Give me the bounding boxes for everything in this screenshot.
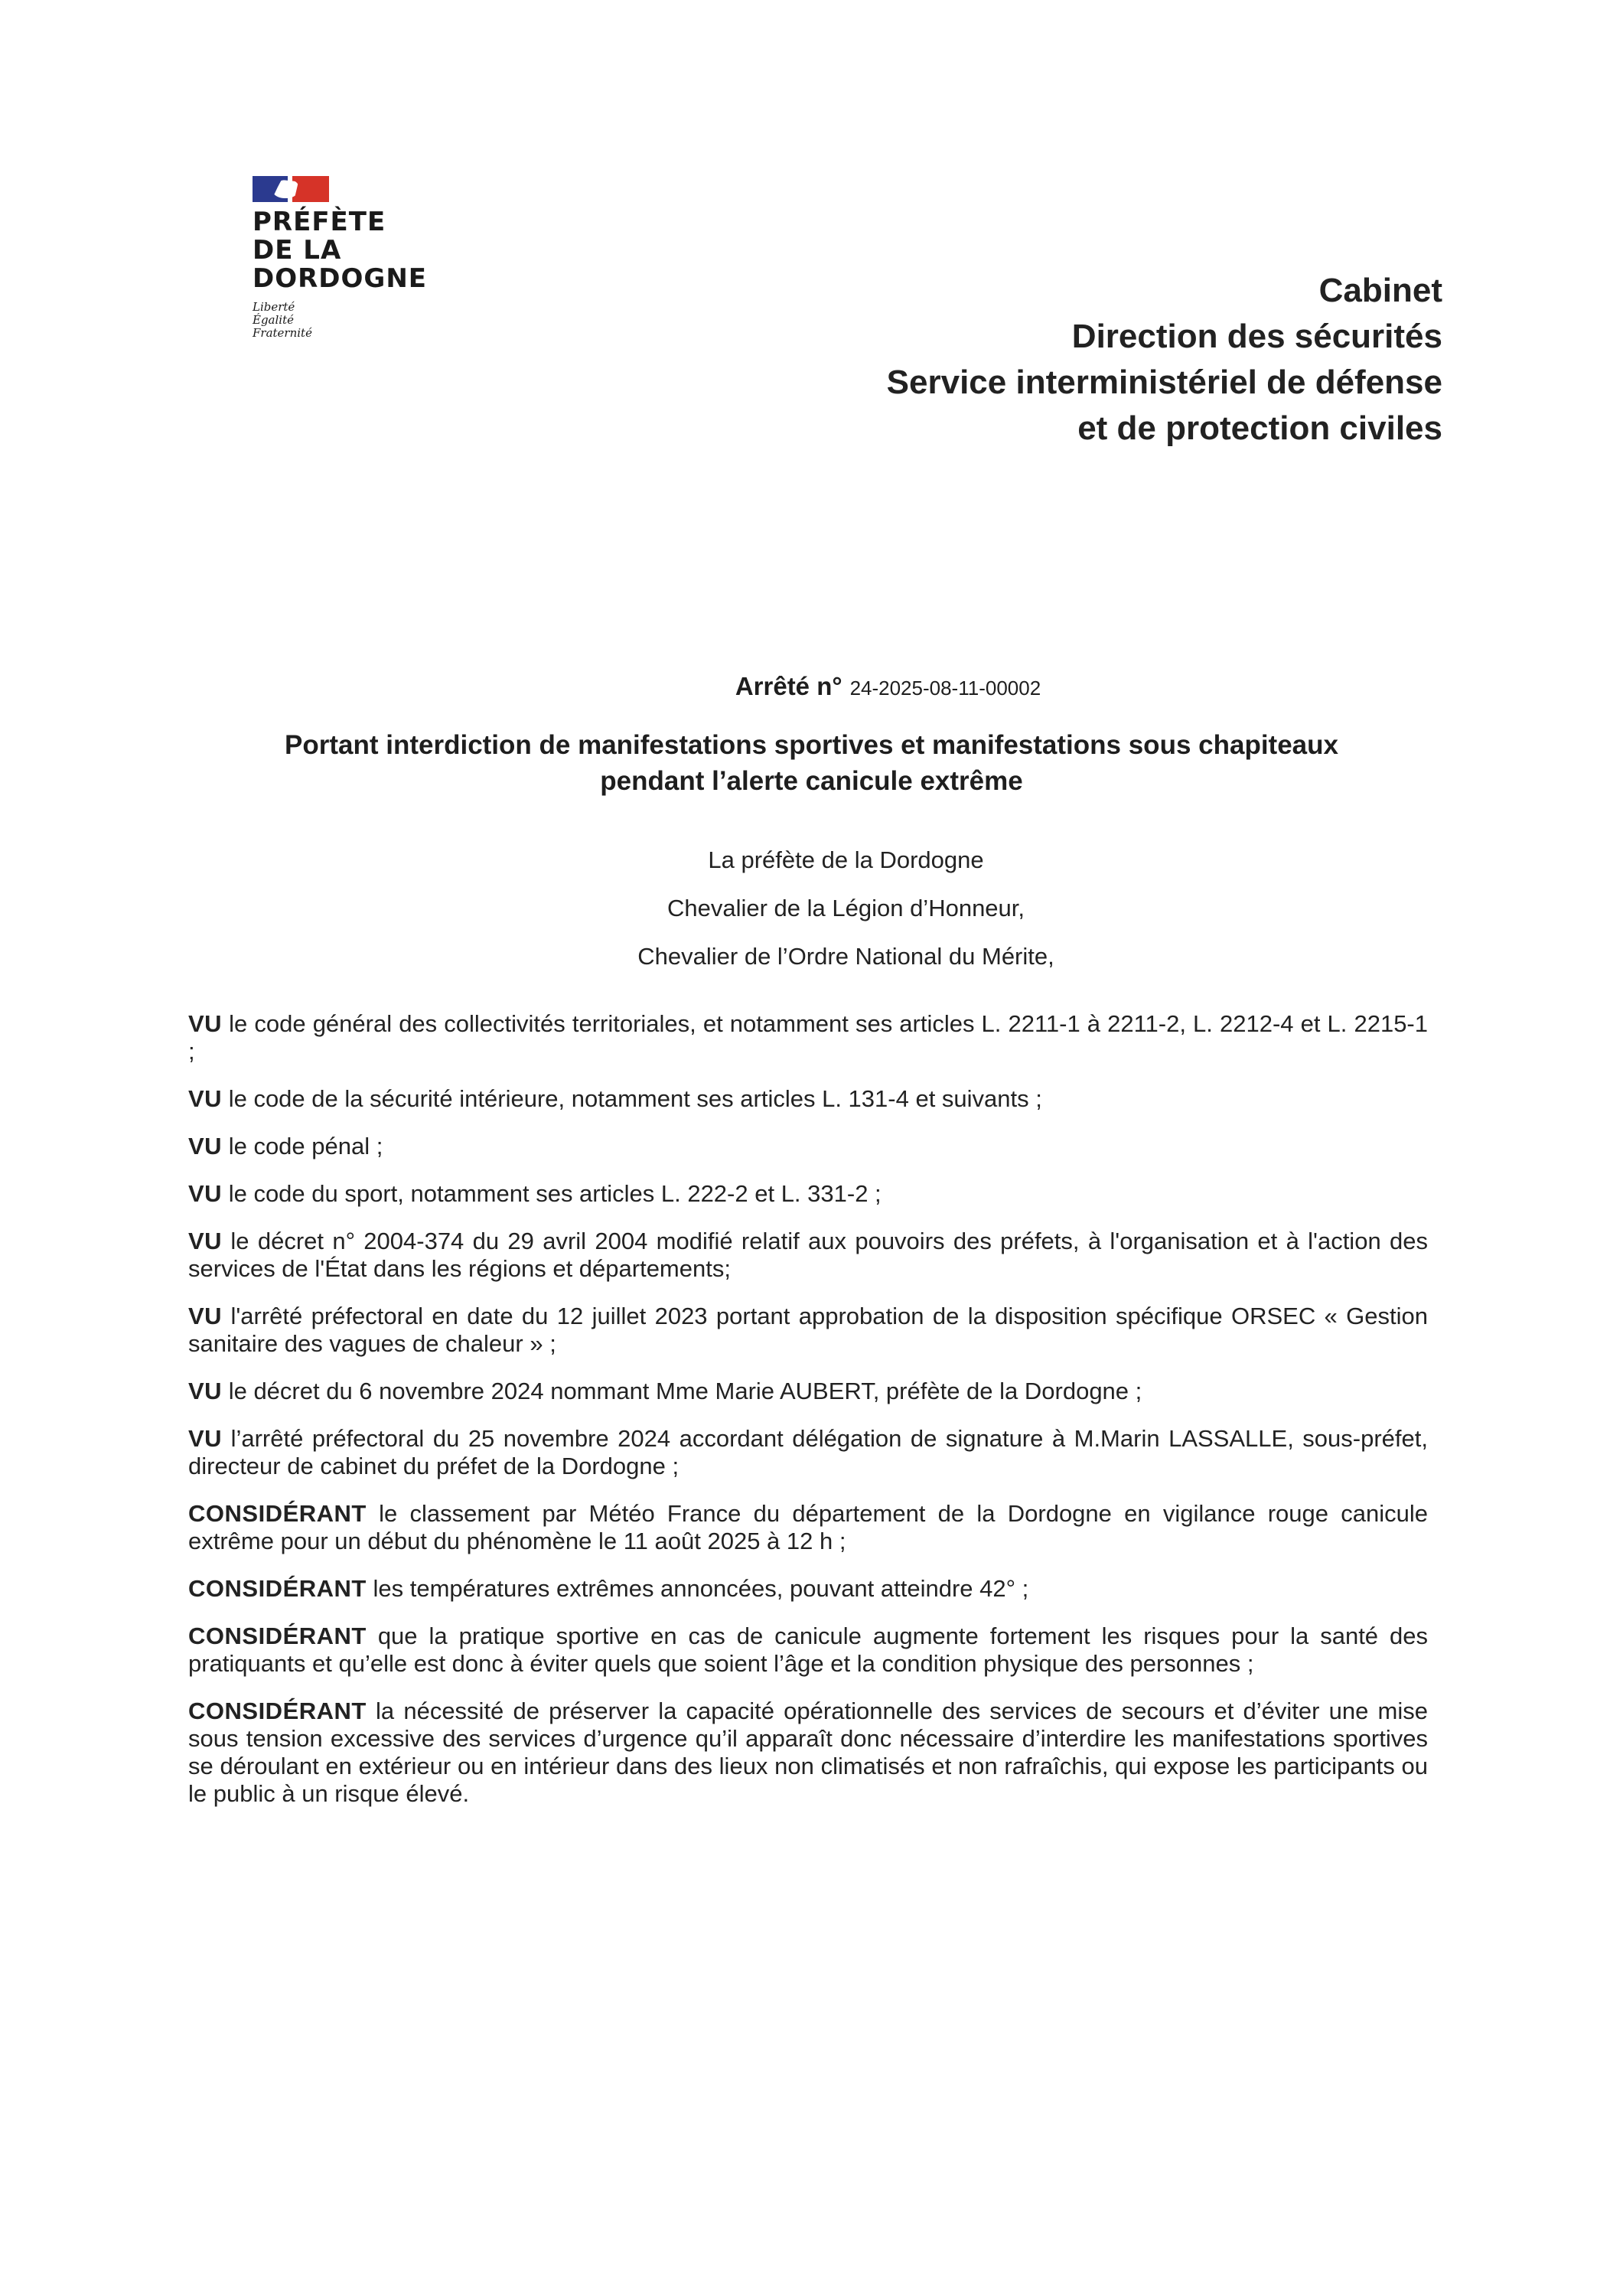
considerant-paragraph [188, 1623, 1428, 1678]
paragraph-keyword: VU [188, 1085, 223, 1112]
paragraph-keyword: VU [188, 1133, 223, 1159]
considerant-paragraph [188, 1698, 1428, 1808]
paragraph-keyword: VU [188, 1378, 223, 1404]
republic-motto [253, 301, 451, 340]
motto-fraternite: Fraternité [253, 326, 312, 340]
paragraph-text: les températures extrêmes annoncées, pouvant atteindre 42° ; [373, 1575, 1029, 1602]
paragraph-keyword: CONSIDÉRANT [188, 1623, 367, 1649]
paragraph-keyword: VU [188, 1010, 223, 1037]
paragraph-text: le décret du 6 novembre 2024 nommant Mme Marie AUBERT, préfète de la Dordogne ; [228, 1378, 1142, 1404]
arrete-subject [191, 727, 1432, 799]
paragraph-text: l’arrêté préfectoral du 25 novembre 2024 accordant délégation de signature à M.Marin LASSALLE, sous-préfet, directeur de cabinet du préfet de la Dordogne ; [188, 1425, 1428, 1479]
arrete-label: Arrêté n° [735, 672, 842, 700]
vu-paragraph [188, 1303, 1428, 1358]
motto-liberte: Liberté [253, 300, 295, 314]
paragraph-text: le code général des collectivités territoriales, et notamment ses articles L. 2211-1 à 2211-2, L. 2212-4 et L. 2215-1 ; [188, 1010, 1428, 1065]
paragraph-text: le code du sport, notamment ses articles L. 222-2 et L. 331-2 ; [228, 1180, 882, 1207]
paragraph-text: que la pratique sportive en cas de canicule augmente fortement les risques pour la santé des pratiquants et qu’elle est donc à éviter quels que soient l’âge et la condition physique des personnes ; [188, 1623, 1428, 1677]
service-header [887, 268, 1442, 452]
vu-paragraph [188, 1085, 1428, 1113]
marianne-flag-icon [253, 176, 329, 202]
vu-paragraph [188, 1425, 1428, 1480]
paragraph-keyword: VU [188, 1425, 223, 1452]
issuing-authority [0, 836, 1623, 980]
paragraph-keyword: VU [188, 1303, 223, 1329]
subject-line-1: Portant interdiction de manifestations sportives et manifestations sous chapiteaux [285, 730, 1338, 760]
vu-paragraph [188, 1378, 1428, 1405]
paragraph-keyword: CONSIDÉRANT [188, 1698, 367, 1724]
authority-line-3: Chevalier de l’Ordre National du Mérite, [637, 943, 1054, 970]
vu-paragraph [188, 1133, 1428, 1160]
paragraph-text: la nécessité de préserver la capacité opérationnelle des services de secours et d’éviter une mise sous tension excessive des services d’urgence qu’il apparaît donc nécessaire d’interdire les manifestations sportives se déroulant en extérieur ou en intérieur dans des lieux non climatisés et non rafraîchis, qui expose les participants ou le public à un risque élevé. [188, 1698, 1428, 1807]
prefecture-name: PRÉFÈTE DE LA DORDOGNE [253, 207, 428, 294]
authority-line-1: La préfète de la Dordogne [708, 846, 984, 873]
paragraph-text: le décret n° 2004-374 du 29 avril 2004 modifié relatif aux pouvoirs des préfets, à l'organisation et à l'action des services de l'État dans les régions et départements; [188, 1228, 1428, 1282]
legal-body [188, 1010, 1428, 1828]
paragraph-keyword: CONSIDÉRANT [188, 1500, 367, 1527]
paragraph-text: le code de la sécurité intérieure, notamment ses articles L. 131-4 et suivants ; [228, 1085, 1042, 1112]
vu-paragraph [188, 1228, 1428, 1283]
paragraph-keyword: VU [188, 1180, 223, 1207]
service-line-direction: Direction des sécurités [1071, 318, 1442, 355]
vu-paragraph [188, 1010, 1428, 1065]
motto-egalite: Égalité [253, 313, 294, 327]
considerant-paragraph [188, 1575, 1428, 1603]
authority-line-2: Chevalier de la Légion d’Honneur, [666, 895, 1025, 921]
paragraph-text: le classement par Météo France du département de la Dordogne en vigilance rouge canicule extrême pour un début du phénomène le 11 août 2025 à 12 h ; [188, 1500, 1428, 1554]
paragraph-text: l'arrêté préfectoral en date du 12 juillet 2023 portant approbation de la disposition spécifique ORSEC « Gestion sanitaire des vagues de chaleur » ; [188, 1303, 1428, 1357]
service-line-siddpc: Service interministériel de défense [886, 364, 1442, 401]
vu-paragraph [188, 1180, 1428, 1208]
paragraph-keyword: VU [188, 1228, 223, 1254]
service-line-siddpc-2: et de protection civiles [1077, 409, 1442, 447]
considerant-paragraph [188, 1500, 1428, 1555]
paragraph-text: le code pénal ; [228, 1133, 383, 1159]
paragraph-keyword: CONSIDÉRANT [188, 1575, 367, 1602]
service-line-cabinet: Cabinet [1318, 272, 1442, 309]
arrete-number-line [0, 672, 1623, 701]
prefecture-logo [253, 176, 451, 340]
subject-line-2: pendant l’alerte canicule extrême [600, 766, 1023, 796]
arrete-number: 24-2025-08-11-00002 [849, 677, 1041, 700]
